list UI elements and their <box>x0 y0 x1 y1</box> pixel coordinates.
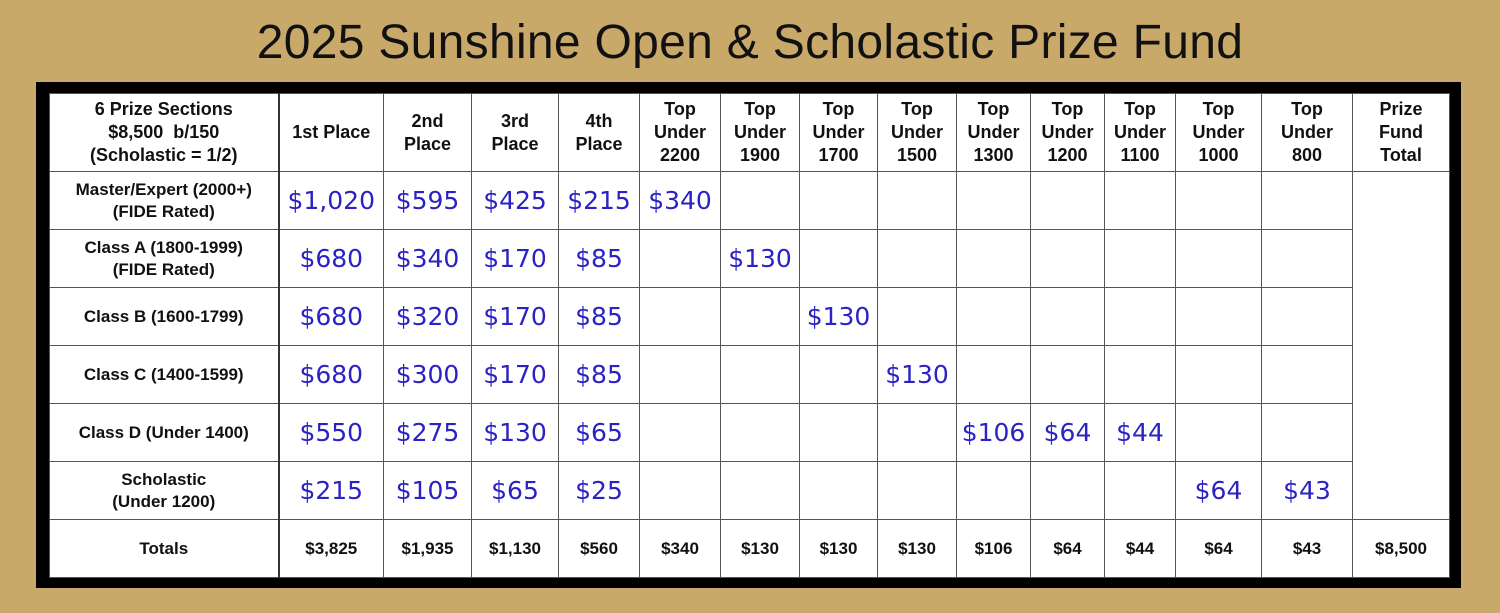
column-header-line: Under <box>890 122 943 142</box>
total-cell: $130 <box>878 520 957 578</box>
prize-amount-cell: $425 <box>472 172 559 230</box>
prize-amount-cell: $85 <box>559 288 640 346</box>
column-header-line: Top <box>822 99 855 119</box>
prize-fund-total-blank <box>1353 172 1450 520</box>
column-header-line: 1000 <box>1198 145 1239 165</box>
column-header-line: Top <box>1051 99 1084 119</box>
column-header-line: Total <box>1380 145 1422 165</box>
column-header <box>721 94 800 172</box>
prize-amount-cell <box>800 404 878 462</box>
column-header-line: Under <box>653 122 706 142</box>
column-header <box>559 94 640 172</box>
column-header-line: Top <box>1291 99 1323 119</box>
prize-amount-cell <box>1031 230 1105 288</box>
prize-amount-cell: $130 <box>800 288 878 346</box>
column-header <box>957 94 1031 172</box>
prize-amount-cell <box>1031 172 1105 230</box>
prize-amount-cell <box>1176 288 1262 346</box>
prize-amount-cell: $340 <box>640 172 721 230</box>
prize-amount-cell <box>1262 230 1353 288</box>
prize-amount-cell: $215 <box>559 172 640 230</box>
column-header-line: Under <box>1280 122 1333 142</box>
total-cell: $64 <box>1031 520 1105 578</box>
column-header-line: Top <box>1202 99 1235 119</box>
prize-amount-cell <box>1105 172 1176 230</box>
prize-amount-cell <box>1176 230 1262 288</box>
prize-amount-cell: $64 <box>1031 404 1105 462</box>
prize-amount-cell: $85 <box>559 346 640 404</box>
column-header-line: Prize <box>1379 99 1423 119</box>
column-header <box>1105 94 1176 172</box>
prize-amount-cell: $64 <box>1176 462 1262 520</box>
column-header-line: Under <box>733 122 786 142</box>
table-row <box>50 172 1450 230</box>
prize-amount-cell <box>1105 288 1176 346</box>
column-header-line: 800 <box>1291 145 1323 165</box>
prize-amount-cell: $170 <box>472 288 559 346</box>
column-header-line: Fund <box>1379 122 1423 142</box>
total-cell: $560 <box>559 520 640 578</box>
prize-amount-cell: $680 <box>279 288 384 346</box>
column-header-line: Under <box>1113 122 1166 142</box>
column-header-line: Top <box>744 99 776 119</box>
section-label <box>50 172 279 230</box>
prize-amount-cell <box>800 346 878 404</box>
total-cell: $106 <box>957 520 1031 578</box>
prize-amount-cell <box>800 172 878 230</box>
prize-amount-cell <box>1262 346 1353 404</box>
table-row <box>50 288 1450 346</box>
column-header <box>472 94 559 172</box>
column-header-line: Place <box>403 133 452 154</box>
column-header-line: 1500 <box>896 145 938 165</box>
table-row <box>50 462 1450 520</box>
prize-amount-cell <box>721 462 800 520</box>
section-label-line: Class D (Under 1400) <box>78 422 249 442</box>
prize-amount-cell: $130 <box>878 346 957 404</box>
column-header <box>878 94 957 172</box>
prize-amount-cell <box>1262 404 1353 462</box>
totals-row <box>50 520 1450 578</box>
column-header-line: 1200 <box>1047 145 1088 165</box>
total-cell: $1,935 <box>384 520 472 578</box>
prize-amount-cell: $680 <box>279 346 384 404</box>
prize-amount-cell <box>1262 172 1353 230</box>
total-cell: $1,130 <box>472 520 559 578</box>
section-label-line: Scholastic <box>121 469 207 489</box>
total-cell: $130 <box>800 520 878 578</box>
prize-amount-cell <box>957 172 1031 230</box>
prize-amount-cell: $44 <box>1105 404 1176 462</box>
prize-amount-cell <box>878 404 957 462</box>
total-cell: $8,500 <box>1353 520 1450 578</box>
prize-amount-cell <box>1262 288 1353 346</box>
prize-amount-cell <box>1176 404 1262 462</box>
prize-amount-cell: $25 <box>559 462 640 520</box>
prize-amount-cell <box>640 346 721 404</box>
prize-amount-cell: $215 <box>279 462 384 520</box>
total-cell: $43 <box>1262 520 1353 578</box>
prize-amount-cell <box>878 172 957 230</box>
header-row <box>50 94 1450 172</box>
section-label <box>50 404 279 462</box>
section-label-line: (FIDE Rated) <box>112 259 215 279</box>
table-row <box>50 230 1450 288</box>
section-label <box>50 346 279 404</box>
total-cell: $340 <box>640 520 721 578</box>
column-header <box>1031 94 1105 172</box>
column-header-line: Under <box>967 122 1020 142</box>
column-header <box>384 94 472 172</box>
column-header <box>1262 94 1353 172</box>
section-label <box>50 462 279 520</box>
column-header-line: 3rd <box>500 110 529 131</box>
prize-amount-cell: $85 <box>559 230 640 288</box>
column-header-line: 1st Place <box>292 122 371 142</box>
prize-amount-cell: $300 <box>384 346 472 404</box>
prize-amount-cell <box>640 230 721 288</box>
total-cell: $64 <box>1176 520 1262 578</box>
page-title: 2025 Sunshine Open & Scholastic Prize Fund <box>256 16 1244 69</box>
prize-amount-cell: $130 <box>472 404 559 462</box>
prize-amount-cell <box>640 288 721 346</box>
column-header-line: 2200 <box>659 145 701 165</box>
column-header-line: Top <box>664 99 696 119</box>
prize-amount-cell <box>640 462 721 520</box>
sections-header <box>50 94 279 172</box>
section-label-line: Class A (1800-1999) <box>84 237 243 257</box>
prize-amount-cell: $170 <box>472 346 559 404</box>
sections-header-line: (Scholastic = 1/2) <box>89 145 238 165</box>
prize-amount-cell: $340 <box>384 230 472 288</box>
prize-amount-cell <box>957 346 1031 404</box>
total-cell: $3,825 <box>279 520 384 578</box>
column-header <box>1176 94 1262 172</box>
table-row <box>50 346 1450 404</box>
section-label <box>50 230 279 288</box>
prize-amount-cell: $65 <box>559 404 640 462</box>
prize-fund-table <box>49 93 1450 578</box>
column-header-line: Place <box>575 133 623 154</box>
prize-amount-cell <box>721 172 800 230</box>
sections-header-line: 6 Prize Sections <box>94 99 233 119</box>
prize-amount-cell <box>1031 346 1105 404</box>
prize-amount-cell <box>800 230 878 288</box>
prize-amount-cell <box>1031 462 1105 520</box>
prize-amount-cell: $595 <box>384 172 472 230</box>
prize-amount-cell <box>1031 288 1105 346</box>
prize-amount-cell <box>800 462 878 520</box>
prize-amount-cell <box>878 462 957 520</box>
prize-amount-cell <box>1176 346 1262 404</box>
column-header-line: Under <box>1041 122 1094 142</box>
prize-amount-cell: $43 <box>1262 462 1353 520</box>
prize-amount-cell <box>957 288 1031 346</box>
column-header <box>279 94 384 172</box>
section-label-line: Class C (1400-1599) <box>83 364 244 384</box>
total-cell: $130 <box>721 520 800 578</box>
prize-amount-cell <box>721 404 800 462</box>
column-header-line: Under <box>812 122 865 142</box>
section-label <box>50 288 279 346</box>
prize-amount-cell: $680 <box>279 230 384 288</box>
column-header-line: 1100 <box>1120 145 1160 165</box>
prize-amount-cell <box>721 346 800 404</box>
column-header-line: 1700 <box>818 145 859 165</box>
prize-amount-cell: $105 <box>384 462 472 520</box>
prize-amount-cell: $130 <box>721 230 800 288</box>
section-label-line: Class B (1600-1799) <box>83 306 244 326</box>
prize-amount-cell: $550 <box>279 404 384 462</box>
prize-amount-cell <box>1105 230 1176 288</box>
column-header-line: 4th <box>585 110 613 131</box>
prize-amount-cell <box>640 404 721 462</box>
prize-amount-cell: $170 <box>472 230 559 288</box>
prize-amount-cell <box>957 230 1031 288</box>
section-label-line: (FIDE Rated) <box>112 201 215 221</box>
prize-amount-cell: $106 <box>957 404 1031 462</box>
column-header-line: Top <box>1124 99 1156 119</box>
prize-amount-cell <box>721 288 800 346</box>
column-header <box>1353 94 1450 172</box>
prize-amount-cell: $320 <box>384 288 472 346</box>
section-label-line: Master/Expert (2000+) <box>75 179 252 199</box>
table-row <box>50 404 1450 462</box>
column-header-line: Top <box>977 99 1010 119</box>
prize-amount-cell: $275 <box>384 404 472 462</box>
column-header-line: 2nd <box>411 110 444 131</box>
total-cell: $44 <box>1105 520 1176 578</box>
column-header <box>640 94 721 172</box>
prize-amount-cell: $1,020 <box>279 172 384 230</box>
prize-amount-cell <box>878 230 957 288</box>
prize-amount-cell <box>1176 172 1262 230</box>
column-header-line: Top <box>901 99 933 119</box>
totals-label: Totals <box>50 520 279 578</box>
prize-amount-cell <box>957 462 1031 520</box>
prize-amount-cell: $65 <box>472 462 559 520</box>
sections-header-line: $8,500 b/150 <box>108 122 220 142</box>
column-header-line: 1900 <box>739 145 781 165</box>
prize-amount-cell <box>1105 462 1176 520</box>
prize-amount-cell <box>878 288 957 346</box>
column-header-line: Under <box>1192 122 1245 142</box>
section-label-line: (Under 1200) <box>112 491 216 511</box>
column-header <box>800 94 878 172</box>
column-header-line: Place <box>491 133 539 154</box>
prize-amount-cell <box>1105 346 1176 404</box>
column-header-line: 1300 <box>973 145 1014 165</box>
